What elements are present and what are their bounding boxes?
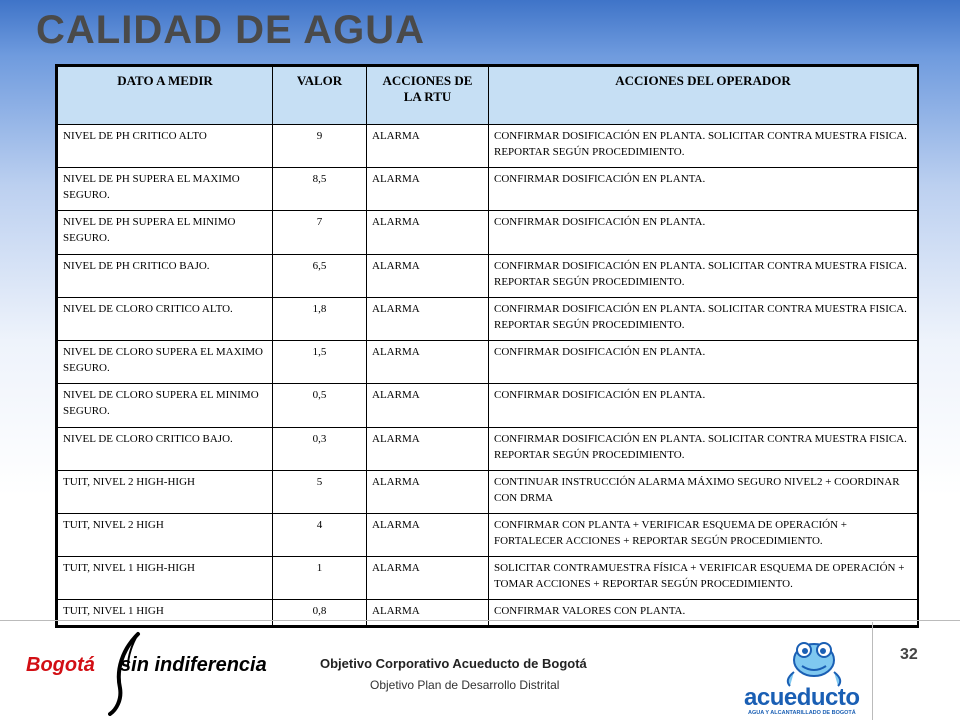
cell-dato: TUIT, NIVEL 1 HIGH [58, 600, 273, 626]
footer-sub-text: Objetivo Plan de Desarrollo Distrital [370, 678, 560, 692]
cell-valor: 9 [273, 125, 367, 168]
cell-dato: NIVEL DE CLORO CRITICO BAJO. [58, 427, 273, 470]
water-quality-table [57, 66, 918, 626]
bogota-logo [26, 654, 267, 677]
water-quality-table-container [55, 64, 919, 628]
table-row [58, 513, 918, 556]
acueducto-logo-word: acueducto [744, 684, 860, 711]
table-row [58, 557, 918, 600]
footer-vertical-divider [872, 622, 873, 720]
cell-valor: 1,8 [273, 297, 367, 340]
cell-dato: NIVEL DE PH CRITICO BAJO. [58, 254, 273, 297]
table-row [58, 125, 918, 168]
cell-accion-operador: CONFIRMAR DOSIFICACIÓN EN PLANTA. [489, 384, 918, 427]
cell-accion-operador: CONFIRMAR VALORES CON PLANTA. [489, 600, 918, 626]
cell-accion-rtu: ALARMA [367, 341, 489, 384]
cell-dato: NIVEL DE PH SUPERA EL MAXIMO SEGURO. [58, 168, 273, 211]
cell-valor: 6,5 [273, 254, 367, 297]
cell-accion-rtu: ALARMA [367, 297, 489, 340]
cell-valor: 1,5 [273, 341, 367, 384]
cell-valor: 1 [273, 557, 367, 600]
cell-accion-rtu: ALARMA [367, 427, 489, 470]
acueducto-logo-tagline: AGUA Y ALCANTARILLADO DE BOGOTÁ [748, 710, 856, 716]
column-header-acciones-operador: ACCIONES DEL OPERADOR [489, 67, 918, 125]
cell-accion-rtu: ALARMA [367, 557, 489, 600]
cell-accion-rtu: ALARMA [367, 600, 489, 626]
cell-accion-rtu: ALARMA [367, 513, 489, 556]
cell-accion-operador: CONFIRMAR DOSIFICACIÓN EN PLANTA. SOLICITAR CONTRA MUESTRA FISICA. REPORTAR SEGÚN PROCEDIMIENTO. [489, 427, 918, 470]
table-row [58, 341, 918, 384]
cell-dato: TUIT, NIVEL 2 HIGH [58, 513, 273, 556]
column-header-valor: VALOR [273, 67, 367, 125]
cell-valor: 7 [273, 211, 367, 254]
cell-valor: 4 [273, 513, 367, 556]
footer-divider [0, 620, 960, 621]
cell-accion-operador: CONFIRMAR DOSIFICACIÓN EN PLANTA. SOLICITAR CONTRA MUESTRA FISICA. REPORTAR SEGÚN PROCEDIMIENTO. [489, 297, 918, 340]
cell-accion-operador: CONFIRMAR DOSIFICACIÓN EN PLANTA. [489, 211, 918, 254]
cell-dato: TUIT, NIVEL 1 HIGH-HIGH [58, 557, 273, 600]
column-header-acciones-rtu: ACCIONES DE LA RTU [367, 67, 489, 125]
cell-dato: NIVEL DE PH CRITICO ALTO [58, 125, 273, 168]
cell-dato: NIVEL DE CLORO CRITICO ALTO. [58, 297, 273, 340]
table-row [58, 211, 918, 254]
cell-dato: NIVEL DE CLORO SUPERA EL MAXIMO SEGURO. [58, 341, 273, 384]
cell-dato: NIVEL DE CLORO SUPERA EL MINIMO SEGURO. [58, 384, 273, 427]
cell-accion-operador: CONFIRMAR DOSIFICACIÓN EN PLANTA. [489, 341, 918, 384]
table-row [58, 427, 918, 470]
cell-accion-operador: CONFIRMAR DOSIFICACIÓN EN PLANTA. SOLICITAR CONTRA MUESTRA FISICA. REPORTAR SEGÚN PROCEDIMIENTO. [489, 125, 918, 168]
table-row [58, 384, 918, 427]
cell-dato: TUIT, NIVEL 2 HIGH-HIGH [58, 470, 273, 513]
table-row [58, 168, 918, 211]
cell-valor: 0,8 [273, 600, 367, 626]
cell-accion-rtu: ALARMA [367, 384, 489, 427]
table-row [58, 600, 918, 626]
footer-main-text: Objetivo Corporativo Acueducto de Bogotá [320, 656, 587, 671]
bogota-logo-part2: sin indiferencia [120, 654, 267, 676]
cell-valor: 0,5 [273, 384, 367, 427]
cell-accion-rtu: ALARMA [367, 254, 489, 297]
page-title: CALIDAD DE AGUA [36, 8, 426, 52]
cell-valor: 8,5 [273, 168, 367, 211]
cell-accion-rtu: ALARMA [367, 168, 489, 211]
cell-accion-operador: CONFIRMAR DOSIFICACIÓN EN PLANTA. SOLICITAR CONTRA MUESTRA FISICA. REPORTAR SEGÚN PROCEDIMIENTO. [489, 254, 918, 297]
cell-valor: 5 [273, 470, 367, 513]
cell-accion-rtu: ALARMA [367, 470, 489, 513]
cell-accion-operador: CONFIRMAR DOSIFICACIÓN EN PLANTA. [489, 168, 918, 211]
cell-accion-rtu: ALARMA [367, 211, 489, 254]
cell-accion-operador: SOLICITAR CONTRAMUESTRA FÍSICA + VERIFICAR ESQUEMA DE OPERACIÓN + TOMAR ACCIONES + REPORTAR SEGÚN PROCEDIMIENTO. [489, 557, 918, 600]
cell-dato: NIVEL DE PH SUPERA EL MINIMO SEGURO. [58, 211, 273, 254]
cell-accion-rtu: ALARMA [367, 125, 489, 168]
cell-valor: 0,3 [273, 427, 367, 470]
table-row [58, 470, 918, 513]
bogota-logo-part1: Bogotá [26, 654, 95, 676]
table-row [58, 254, 918, 297]
column-header-dato: DATO A MEDIR [58, 67, 273, 125]
table-header-row [58, 67, 918, 125]
cell-accion-operador: CONFIRMAR CON PLANTA + VERIFICAR ESQUEMA DE OPERACIÓN + FORTALECER ACCIONES + REPORTAR SEGÚN PROCEDIMIENTO. [489, 513, 918, 556]
page-number: 32 [900, 646, 918, 663]
cell-accion-operador: CONTINUAR INSTRUCCIÓN ALARMA MÁXIMO SEGURO NIVEL2 + COORDINAR CON DRMA [489, 470, 918, 513]
table-row [58, 297, 918, 340]
